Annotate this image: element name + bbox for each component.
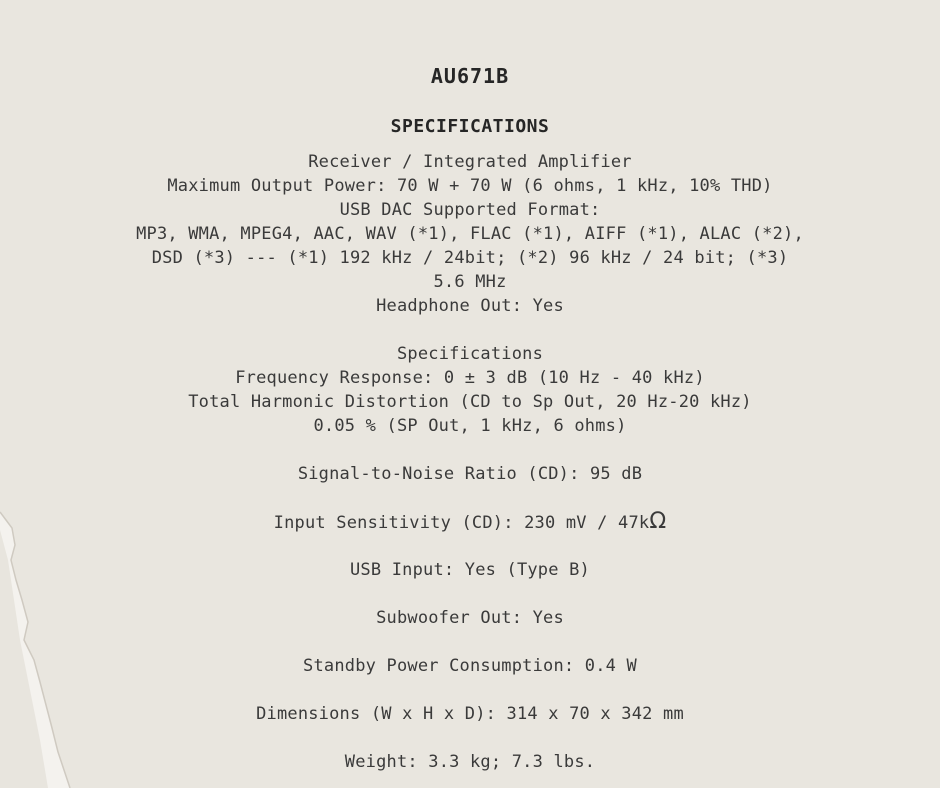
spec-line-weight: Weight: 3.3 kg; 7.3 lbs. [344,752,596,772]
spec-line-usb-dac-label: USB DAC Supported Format: [339,200,601,220]
spec-line-snr: Signal-to-Noise Ratio (CD): 95 dB [297,464,643,484]
spec-line-thd-value: 0.05 % (SP Out, 1 kHz, 6 ohms) [313,416,627,436]
omega-symbol: Ω [649,509,667,534]
spec-line-headphone: Headphone Out: Yes [376,296,564,316]
spec-line-frequency: Frequency Response: 0 ± 3 dB (10 Hz - 40 kHz) [235,368,705,388]
spec-line-standby: Standby Power Consumption: 0.4 W [303,656,637,676]
spec-subheading: Specifications [396,344,544,364]
input-sensitivity-text: Input Sensitivity (CD): 230 mV / 47k [273,513,650,533]
spec-line-output-power: Maximum Output Power: 70 W + 70 W (6 ohms, 1 kHz, 10% THD) [167,176,773,196]
spec-line-dimensions: Dimensions (W x H x D): 314 x 70 x 342 mm [256,704,684,724]
spec-line-formats-2: DSD (*3) --- (*1) 192 kHz / 24bit; (*2) 96 kHz / 24 bit; (*3) [151,248,789,268]
spec-line-formats-3: 5.6 MHz [433,272,507,292]
model-title: AU671B [430,64,510,88]
spec-line-input-sensitivity [0,510,940,535]
spec-line-type: Receiver / Integrated Amplifier [308,152,632,172]
spec-line-usb-input: USB Input: Yes (Type B) [349,560,590,580]
spec-line-subwoofer: Subwoofer Out: Yes [376,608,564,628]
spec-line-formats-1: MP3, WMA, MPEG4, AAC, WAV (*1), FLAC (*1), AIFF (*1), ALAC (*2), [136,224,804,244]
spec-line-thd: Total Harmonic Distortion (CD to Sp Out, 20 Hz-20 kHz) [188,392,752,412]
specifications-heading: SPECIFICATIONS [390,116,550,137]
